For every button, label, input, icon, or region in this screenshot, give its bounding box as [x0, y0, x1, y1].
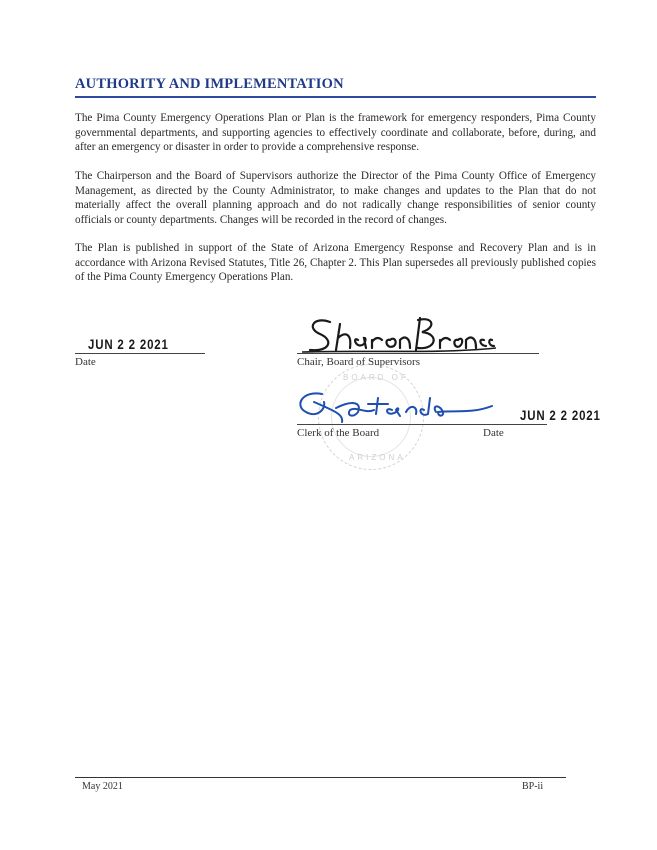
- clerk-signature-line: [297, 424, 547, 425]
- chair-date-stamp: JUN 2 2 2021: [88, 336, 169, 352]
- footer-rule: [75, 777, 566, 778]
- clerk-date-label: Date: [483, 427, 504, 439]
- paragraph-authorization: The Chairperson and the Board of Supervisors authorize the Director of the Pima County Office of Emergency Management, as directed by the County Administrator, to make changes and updates to the Plan that do not materially affect the overall planning approach and do not radically change responsibilities of senior county officials or county departments. Changes will be recorded in the record of changes.: [75, 170, 596, 226]
- clerk-date-stamp: JUN 2 2 2021: [520, 407, 601, 423]
- chair-title-label: Chair, Board of Supervisors: [297, 356, 420, 368]
- section-title: AUTHORITY AND IMPLEMENTATION: [75, 76, 344, 92]
- paragraph-plan-framework: The Pima County Emergency Operations Plan or Plan is the framework for emergency responders, Pima County governmental departments, and supporting agencies to effectively coordinate and collaborate, before, during, and after an emergency or disaster in order to provide a comprehensive response.: [75, 112, 596, 153]
- seal-top-text: BOARD OF: [343, 373, 409, 382]
- footer-page-number: BP-ii: [522, 781, 544, 792]
- paragraph-publication: The Plan is published in support of the State of Arizona Emergency Response and Recovery Plan and is in accordance with Arizona Revised Statutes, Title 26, Chapter 2. This Plan supersedes all previously published copies of the Pima County Emergency Operations Plan.: [75, 242, 596, 283]
- seal-bottom-text: ARIZONA: [349, 453, 406, 462]
- clerk-signature: [292, 388, 522, 424]
- chair-date-line: [75, 353, 205, 354]
- footer-date: May 2021: [82, 781, 123, 792]
- clerk-title-label: Clerk of the Board: [297, 427, 380, 439]
- chair-signature-line: [297, 353, 539, 354]
- title-underline: [75, 96, 596, 98]
- chair-date-label: Date: [75, 356, 96, 368]
